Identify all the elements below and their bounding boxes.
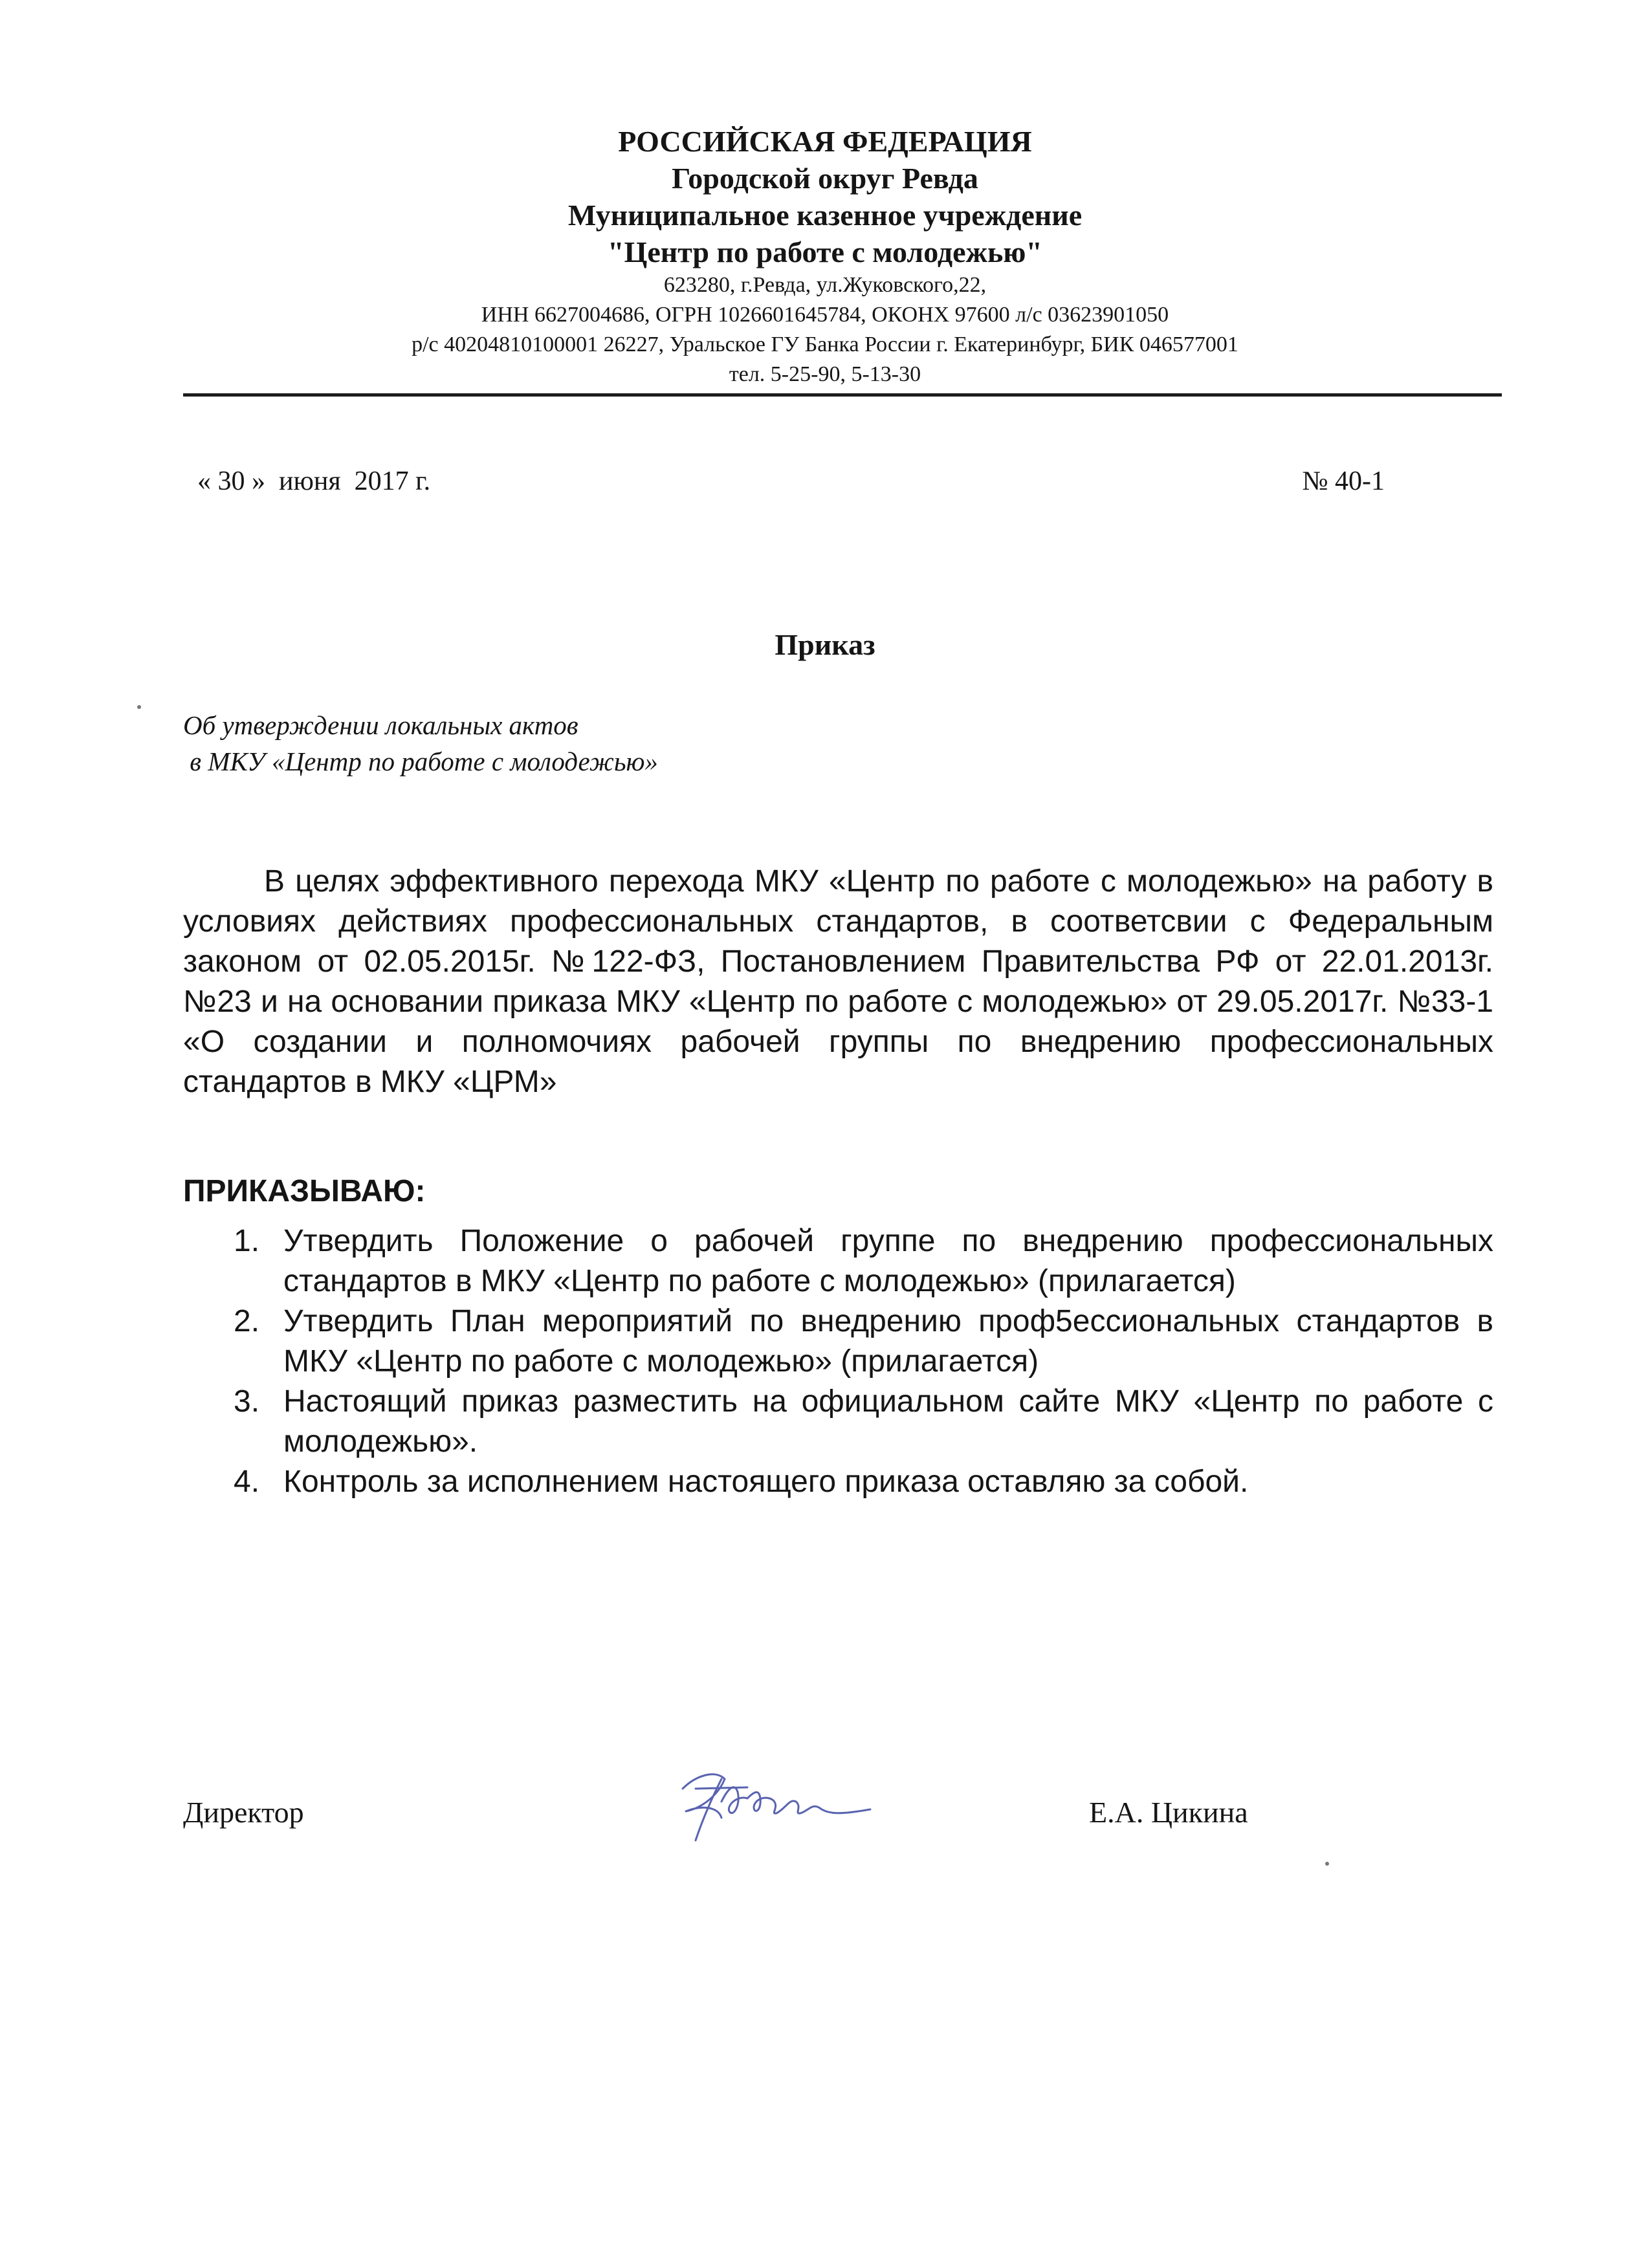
institution-name: "Центр по работе с молодежью" [608,235,1042,268]
registration-line: ИНН 6627004686, ОГРН 1026601645784, ОКОНХ 97600 л/с 03623901050 [481,303,1169,327]
order-item-number: 2. [234,1304,260,1338]
bank-line: р/с 40204810100001 26227, Уральское ГУ Банка России г. Екатеринбург, БИК 046577001 [412,333,1238,356]
institution-type: Муниципальное казенное учреждение [567,199,1083,232]
order-number: № 40-1 [1302,466,1385,496]
order-item-number: 1. [234,1224,260,1258]
address-line: 623280, г.Ревда, ул.Жуковского,22, [663,273,987,297]
order-item-text: Утвердить Положение о рабочей группе по внедрению профессиональных стандартов в МКУ «Центр по работе с молодежью» (прилагается) [283,1224,1493,1298]
order-item-text: Контроль за исполнением настоящего приказа оставляю за собой. [283,1465,1249,1499]
order-item [183,1462,1493,1502]
subject-line-2: в МКУ «Центр по работе с молодежью» [183,747,658,776]
district-name: Городской округ Ревда [672,162,978,195]
subject-line-1: Об утверждении локальных актов [183,710,578,740]
order-items [183,1221,1493,1502]
scan-speck [137,705,141,709]
letterhead-divider [183,393,1502,397]
document-title: Приказ [775,628,875,661]
order-item-text: Настоящий приказ разместить на официальном сайте МКУ «Центр по работе с молодежью». [283,1384,1493,1459]
letterhead [0,123,1650,389]
order-item [183,1382,1493,1462]
phone-line: тел. 5-25-90, 5-13-30 [729,362,921,386]
scan-speck [1325,1862,1329,1866]
order-item-number: 4. [234,1465,260,1499]
country-name: РОССИЙСКАЯ ФЕДЕРАЦИЯ [618,125,1032,158]
order-item [183,1221,1493,1302]
order-item-text: Утвердить План мероприятий по внедрению проф5ессиональных стандартов в МКУ «Центр по работе с молодежью» (прилагается) [283,1304,1493,1379]
order-date: « 30 » июня 2017 г. [197,466,431,496]
handwritten-signature [657,1750,877,1866]
signatory-position: Директор [183,1796,304,1829]
order-item-number: 3. [234,1384,260,1419]
order-subject [183,707,658,780]
order-heading: ПРИКАЗЫВАЮ: [183,1174,426,1208]
preamble-paragraph: В целях эффективного перехода МКУ «Центр по работе с молодежью» на работу в условиях действиях профессиональных стандартов, в соответсвии с Федеральным законом от 02.05.2015г. №122-ФЗ, Постановлением Правительства РФ от 22.01.2013г. №23 и на основании приказа МКУ «Центр по работе с молодежью» от 29.05.2017г. №33-1 «О создании и полномочиях рабочей группы по внедрению профессиональных стандартов в МКУ «ЦРМ» [183,864,1493,1099]
order-item [183,1302,1493,1382]
signatory-name: Е.А. Цикина [1089,1796,1248,1829]
